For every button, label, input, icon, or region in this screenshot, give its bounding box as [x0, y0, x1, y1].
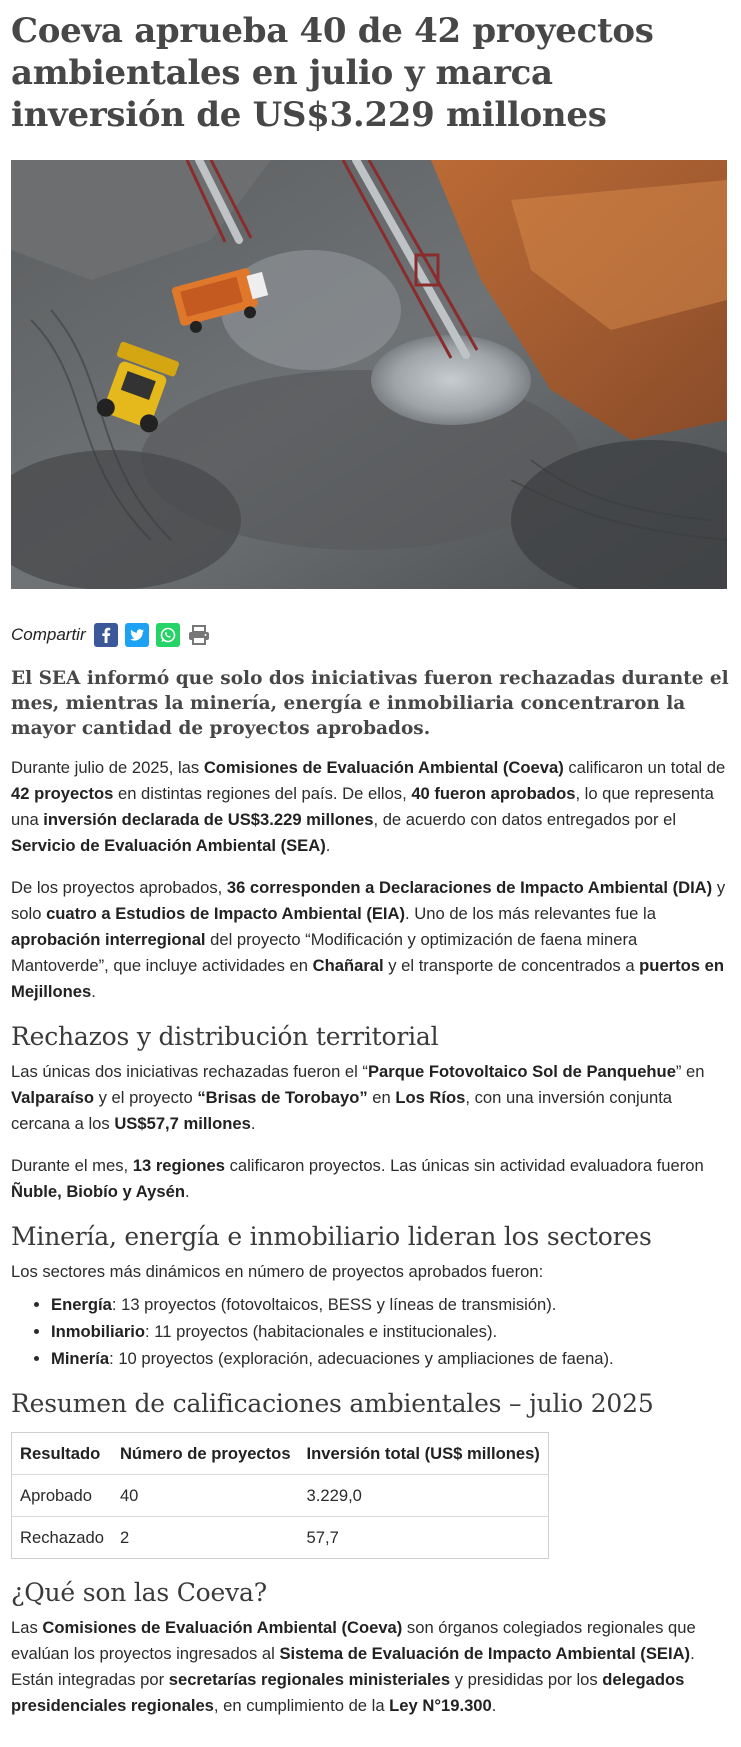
table-cell: 57,7	[306, 1527, 339, 1547]
paragraph-rejections: Las únicas dos iniciativas rechazadas fueron el “Parque Fotovoltaico Sol de Panquehue” en Valparaíso y el proyecto “Brisas de Torobayo” en Los Ríos, con una inversión conjunta cercana a los US$57,7 millones.	[11, 1062, 705, 1133]
paragraph-coeva: Las Comisiones de Evaluación Ambiental (Coeva) son órganos colegiados regionales que evalúan los proyectos ingresados al Sistema de Evaluación de Impacto Ambiental (SEIA). Están integradas por secretarías regionales ministeriales y presididas por los delegados presidenciales regionales, en cumplimiento de la Ley N°19.300.	[11, 1618, 696, 1715]
table-row	[12, 1517, 549, 1559]
hero-image-mining-site	[11, 160, 727, 589]
table-cell: 2	[119, 1527, 130, 1547]
article	[11, 0, 731, 1715]
headline: Coeva aprueba 40 de 42 proyectos ambientales en julio y marca inversión de US$3.229 millones	[11, 11, 654, 135]
table-header-row	[12, 1433, 549, 1475]
column-header: Inversión total (US$ millones)	[299, 1433, 549, 1475]
share-bar	[11, 620, 218, 650]
paragraph-intro: Durante julio de 2025, las Comisiones de Evaluación Ambiental (Coeva) calificaron un total de 42 proyectos en distintas regiones del país. De ellos, 40 fueron aprobados, lo que representa una inversión declarada de US$3.229 millones, de acuerdo con datos entregados por el Servicio de Evaluación Ambiental (SEA).	[11, 758, 726, 855]
sector-list	[11, 1291, 731, 1372]
table-cell: Rechazado	[20, 1527, 104, 1547]
article-lead: El SEA informó que solo dos iniciativas fueron rechazadas durante el mes, mientras la minería, energía e inmobiliaria concentraron la mayor cantidad de proyectos aprobados.	[11, 668, 729, 739]
list-item: • Energía: 13 proyectos (fotovoltaicos, BESS y líneas de transmisión).	[51, 1291, 731, 1318]
summary-table	[11, 1432, 549, 1559]
print-icon[interactable]	[187, 623, 211, 647]
paragraph-regions: Durante el mes, 13 regiones calificaron proyectos. Las únicas sin actividad evaluadora fueron Ñuble, Biobío y Aysén.	[11, 1156, 704, 1201]
twitter-icon[interactable]	[125, 623, 149, 647]
section-heading-sectores: Minería, energía e inmobiliario lideran los sectores	[11, 1222, 652, 1251]
table-row	[12, 1475, 549, 1517]
facebook-icon[interactable]	[94, 623, 118, 647]
section-heading-resumen: Resumen de calificaciones ambientales – julio 2025	[11, 1389, 654, 1418]
table-cell: Aprobado	[12, 1475, 112, 1517]
table-cell: 40	[112, 1475, 299, 1517]
section-heading-rechazos: Rechazos y distribución territorial	[11, 1022, 439, 1051]
share-label: Compartir	[11, 625, 86, 644]
whatsapp-icon[interactable]	[156, 623, 180, 647]
column-header: Número de proyectos	[112, 1433, 299, 1475]
column-header: Resultado	[12, 1433, 112, 1475]
paragraph-sectors-intro: Los sectores más dinámicos en número de proyectos aprobados fueron:	[11, 1262, 544, 1281]
list-item: • Minería: 10 proyectos (exploración, adecuaciones y ampliaciones de faena).	[51, 1345, 731, 1372]
table-cell: 3.229,0	[299, 1475, 549, 1517]
paragraph-approved-projects: De los proyectos aprobados, 36 corresponden a Declaraciones de Impacto Ambiental (DIA) y solo cuatro a Estudios de Impacto Ambiental (EIA). Uno de los más relevantes fue la aprobación interregional del proyecto “Modificación y optimización de faena minera Mantoverde”, que incluye actividades en Chañaral y el transporte de concentrados a puertos en Mejillones.	[11, 878, 726, 1001]
list-item: • Inmobiliario: 11 proyectos (habitacionales e institucionales).	[51, 1318, 731, 1345]
section-heading-coeva: ¿Qué son las Coeva?	[11, 1578, 267, 1607]
article-body	[11, 666, 731, 1735]
